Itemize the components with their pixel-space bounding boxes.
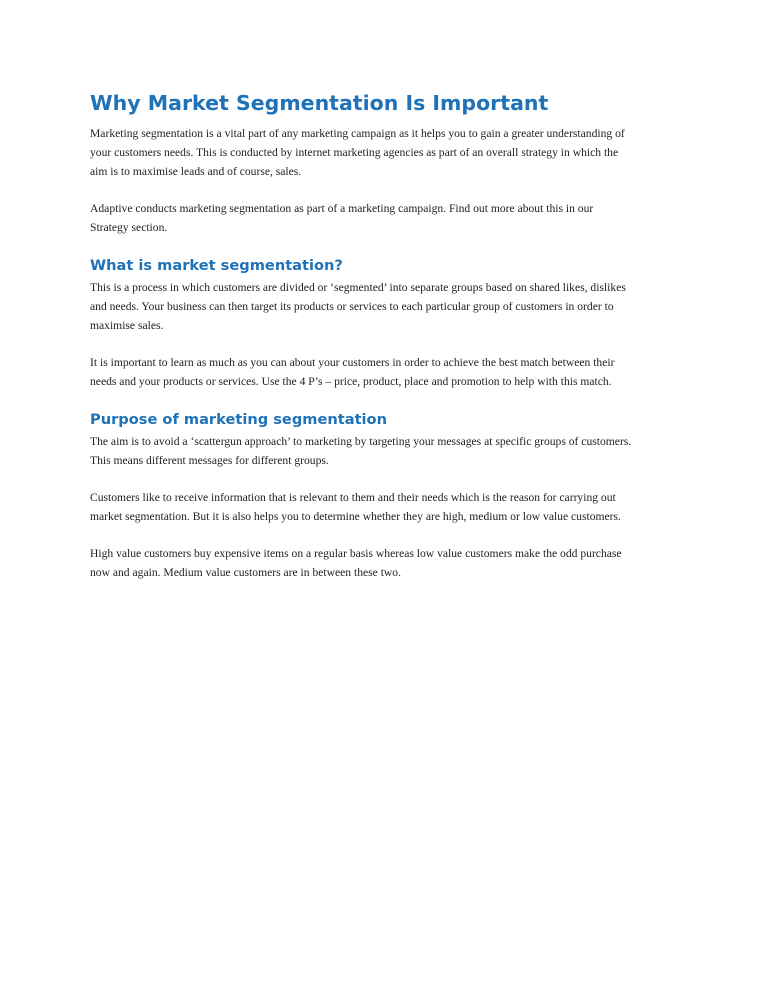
purpose-paragraph-2	[90, 488, 690, 526]
document-page	[90, 88, 690, 582]
purpose-paragraph-3	[90, 544, 690, 582]
purpose-paragraph-1	[90, 432, 690, 470]
text-line: This is a process in which customers are divided or ‘segmented’ into separate groups based on shared likes, dislikes	[90, 281, 626, 294]
what-is-paragraph-2	[90, 353, 690, 391]
text-line: This means different messages for different groups.	[90, 454, 329, 467]
text-line: now and again. Medium value customers are in between these two.	[90, 566, 402, 579]
text-line: needs and your products or services. Use the 4 P’s – price, product, place and promotion to help with this match.	[90, 375, 612, 388]
text-line: Adaptive conducts marketing segmentation as part of a marketing campaign. Find out more about this in our	[90, 202, 594, 215]
intro-paragraph-2	[90, 199, 690, 237]
text-line: your customers needs. This is conducted by internet marketing agencies as part of an overall strategy in which the	[90, 146, 619, 159]
page-title: Why Market Segmentation Is Important	[90, 91, 549, 115]
text-line: Marketing segmentation is a vital part of any marketing campaign as it helps you to gain a greater understanding of	[90, 127, 625, 140]
text-line: market segmentation. But it is also helps you to determine whether they are high, medium or low value customers.	[90, 510, 621, 523]
what-is-paragraph-1	[90, 278, 690, 335]
text-line: and needs. Your business can then target its products or services to each particular group of customers in order to	[90, 300, 614, 313]
text-line: maximise sales.	[90, 319, 164, 332]
text-line: Customers like to receive information that is relevant to them and their needs which is the reason for carrying out	[90, 491, 616, 504]
section-heading-purpose-of-marketing-segmentation: Purpose of marketing segmentation	[90, 411, 387, 428]
text-line: It is important to learn as much as you can about your customers in order to achieve the best match between their	[90, 356, 615, 369]
intro-paragraph-1	[90, 124, 690, 181]
text-line: The aim is to avoid a ‘scattergun approach’ to marketing by targeting your messages at specific groups of customers.	[90, 435, 632, 448]
text-line: High value customers buy expensive items on a regular basis whereas low value customers make the odd purchase	[90, 547, 622, 560]
text-line: aim is to maximise leads and of course, sales.	[90, 165, 302, 178]
text-line: Strategy section.	[90, 221, 168, 234]
section-heading-what-is-market-segmentation: What is market segmentation?	[90, 257, 343, 274]
